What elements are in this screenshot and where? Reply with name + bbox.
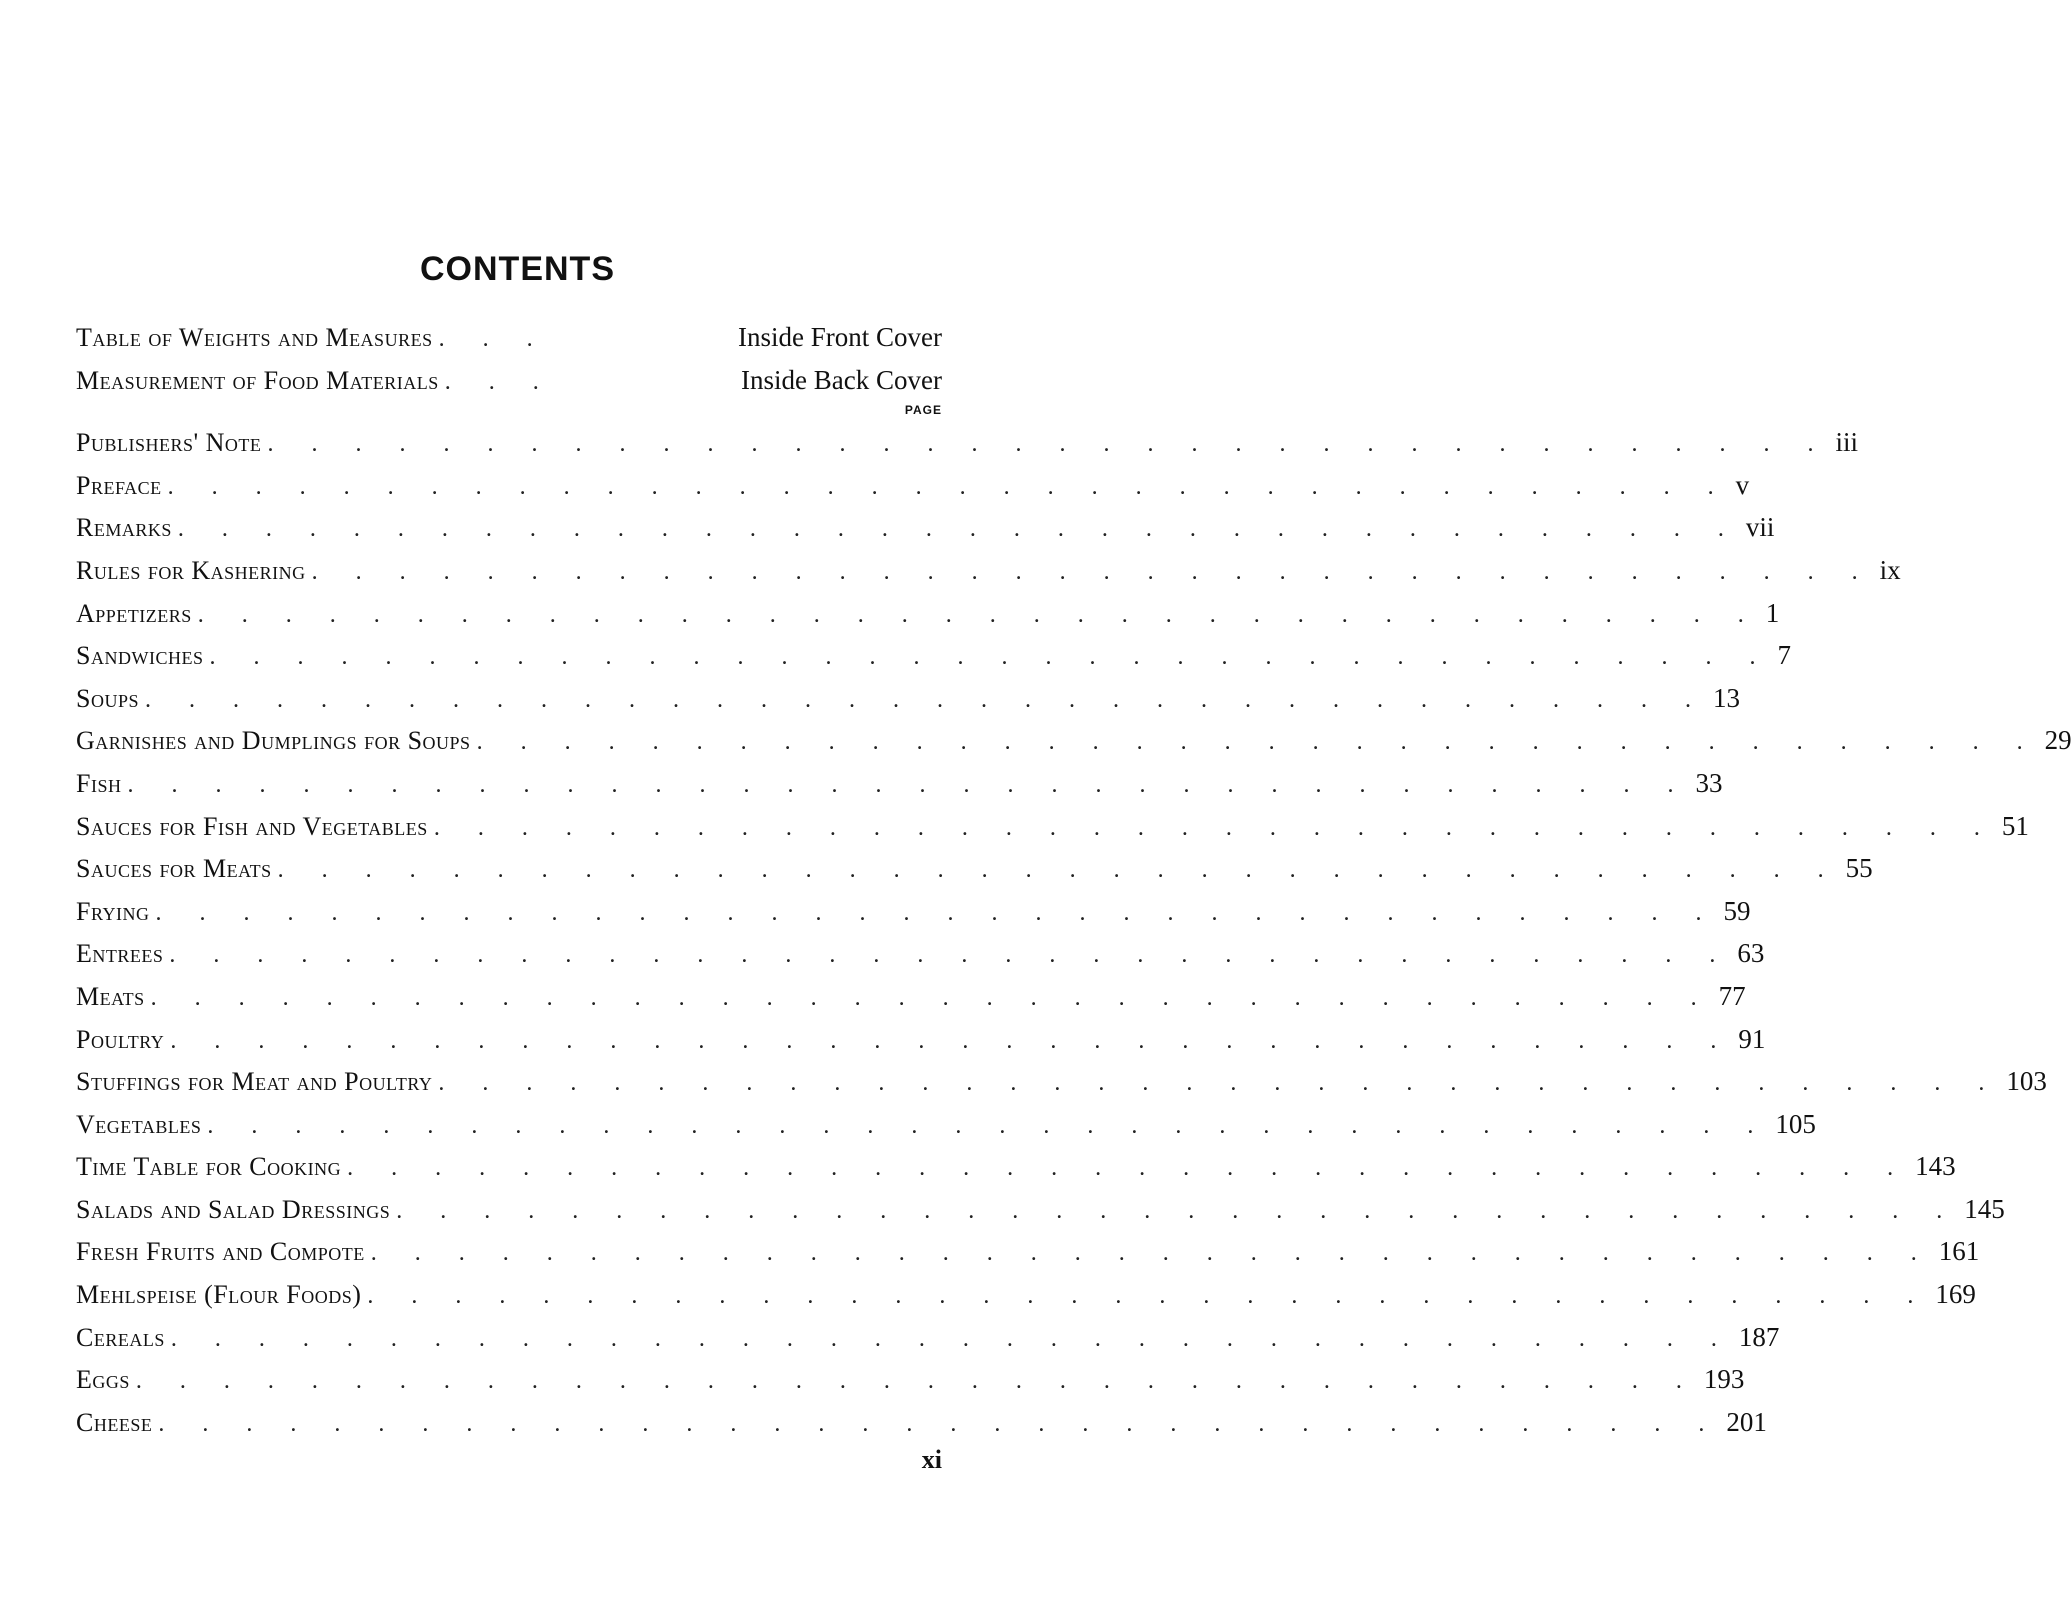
dot-leader: . . . . . . . . . . . . . . . . . . . . . . . . . . . . . . . . . . . . <box>396 1197 1959 1224</box>
toc-entry-label: Fish <box>76 768 122 798</box>
toc-entry-label: Meats <box>76 981 145 1011</box>
toc-rows <box>76 427 2072 1449</box>
dot-leader: . . . . . . . . . . . . . . . . . . . . . . . . . . . . . . . . . . . . <box>311 558 1874 585</box>
dot-leader: . . . . . . . . . . . . . . . . . . . . . . . . . . . . . . . . . . . . <box>433 814 1996 841</box>
toc-entry <box>76 938 1765 981</box>
toc-entry-page: 59 <box>1723 895 1751 926</box>
toc-entry-label: Stuffings for Meat and Poultry <box>76 1067 433 1097</box>
dot-leader: . . . . . . . . . . . . . . . . . . . . . . . . . . . . . . . . . . . . <box>367 1283 1930 1310</box>
toc-entry <box>76 853 1873 896</box>
toc-entry <box>76 554 1901 598</box>
toc-entry-page: v <box>1735 469 1750 500</box>
toc-entry-page: 145 <box>1964 1193 2005 1224</box>
dot-leader: . . . . . . . . . . . . . . . . . . . . . . . . . . . . . . . . . . . . <box>438 1070 2001 1097</box>
dot-leader: . . . . . . . . . . . . . . . . . . . . . . . . . . . . . . . . . . . . <box>209 644 1772 671</box>
toc-entry-label: Appetizers <box>76 598 192 628</box>
toc-entry <box>76 980 1746 1024</box>
toc-entry <box>76 1151 1956 1194</box>
toc-entry <box>76 512 1775 555</box>
dot-leader: . . . . . . . . . . . . . . . . . . . . . . . . . . . . . . . . . . . . <box>170 1325 1733 1352</box>
dot-leader: . . . . . . . . . . . . . . . . . . . . . . . . . . . . . . . . . . . . <box>207 1112 1770 1139</box>
dot-leader: . . . . . . . . . . . . . . . . . . . . . . . . . . . . . . . . . . . . <box>347 1155 1910 1182</box>
toc-entry-label: Eggs <box>76 1365 130 1395</box>
toc-entry-page: 55 <box>1845 853 1873 884</box>
toc-entry-label: Sauces for Fish and Vegetables <box>76 811 428 841</box>
toc-entry-page: 187 <box>1738 1321 1780 1352</box>
contents-list <box>76 322 2072 1449</box>
toc-entry-label: Cereals <box>76 1322 165 1352</box>
dot-leader: . . . . . . . . . . . . . . . . . . . . . . . . . . . . . . . . . . . . <box>169 942 1732 969</box>
toc-entry-page: 91 <box>1738 1023 1766 1054</box>
toc-entry <box>76 725 2072 768</box>
toc-entry <box>76 1236 1980 1279</box>
toc-entry <box>76 810 2029 854</box>
dot-leader: . . . <box>438 326 549 352</box>
toc-entry-page: 143 <box>1915 1151 1956 1182</box>
toc-entry-page: 29 <box>2044 725 2072 756</box>
toc-entry-page: 63 <box>1737 938 1765 969</box>
toc-entry-label: Measurement of Food Materials <box>76 365 439 395</box>
dot-leader: . . . . . . . . . . . . . . . . . . . . . . . . . . . . . . . . . . . . <box>170 1027 1733 1054</box>
toc-entry-page: 169 <box>1935 1279 1976 1310</box>
toc-entry-label: Time Table for Cooking <box>76 1152 342 1182</box>
toc-entry <box>76 1279 1976 1322</box>
toc-entry-label: Cheese <box>76 1407 153 1437</box>
dot-leader: . . . . . . . . . . . . . . . . . . . . . . . . . . . . . . . . . . . . <box>197 601 1760 628</box>
toc-entry-page: ix <box>1879 554 1901 585</box>
toc-entry-page: 193 <box>1703 1364 1745 1395</box>
toc-entry <box>76 1023 1766 1067</box>
dot-leader: . . . . . . . . . . . . . . . . . . . . . . . . . . . . . . . . . . . . <box>167 473 1730 500</box>
toc-entry-label: Remarks <box>76 513 172 543</box>
dot-leader: . . . . . . . . . . . . . . . . . . . . . . . . . . . . . . . . . . . . <box>267 431 1830 458</box>
toc-entry <box>76 597 1780 641</box>
toc-entry <box>76 767 1723 811</box>
toc-entry-label: Sandwiches <box>76 641 204 671</box>
page-number: xi <box>921 1445 942 1474</box>
toc-entry-page: 105 <box>1775 1108 1816 1139</box>
dot-leader: . . . . . . . . . . . . . . . . . . . . . . . . . . . . . . . . . . . . <box>277 857 1840 884</box>
dot-leader: . . . . . . . . . . . . . . . . . . . . . . . . . . . . . . . . . . . . <box>150 984 1713 1011</box>
toc-entry-page: 7 <box>1777 640 1791 671</box>
dot-leader: . . . . . . . . . . . . . . . . . . . . . . . . . . . . . . . . . . . . <box>135 1368 1698 1395</box>
toc-entry-page: 51 <box>2001 810 2029 841</box>
toc-entry-label: Soups <box>76 683 139 713</box>
toc-entry <box>76 1193 2005 1237</box>
toc-entry-label: Preface <box>76 470 162 500</box>
toc-entry-label: Table of Weights and Measures <box>76 323 433 352</box>
toc-entry-page: Inside Front Cover <box>738 322 942 352</box>
toc-entry <box>76 1108 1816 1152</box>
toc-entry-page: 201 <box>1726 1406 1767 1437</box>
dot-leader: . . . . . . . . . . . . . . . . . . . . . . . . . . . . . . . . . . . . <box>158 1410 1721 1437</box>
toc-entry <box>76 1066 2047 1109</box>
toc-entry-page: 13 <box>1712 682 1740 713</box>
toc-entry-page: 77 <box>1718 980 1746 1011</box>
toc-entry-label: Sauces for Meats <box>76 854 272 884</box>
dot-leader: . . . . . . . . . . . . . . . . . . . . . . . . . . . . . . . . . . . . <box>127 771 1690 798</box>
toc-entry-label: Publishers' Note <box>76 428 262 458</box>
toc-entry <box>76 365 942 408</box>
dot-leader: . . . . . . . . . . . . . . . . . . . . . . . . . . . . . . . . . . . . <box>370 1240 1933 1267</box>
toc-entry-page: 161 <box>1938 1236 1980 1267</box>
toc-entry <box>76 682 1740 726</box>
toc-entry-label: Garnishes and Dumplings for Soups <box>76 726 471 756</box>
toc-entry-page: 33 <box>1695 767 1723 798</box>
toc-entry <box>76 640 1791 683</box>
toc-entry-label: Rules for Kashering <box>76 555 306 585</box>
toc-entry <box>76 1406 1767 1450</box>
toc-entry <box>76 895 1751 939</box>
toc-entry <box>76 1321 1780 1365</box>
toc-entry-page: iii <box>1835 427 1858 458</box>
toc-entry-page: 1 <box>1765 597 1780 628</box>
dot-leader: . . . . . . . . . . . . . . . . . . . . . . . . . . . . . . . . . . . . <box>177 516 1740 543</box>
toc-entry-label: Poultry <box>76 1024 165 1054</box>
toc-entry-page: vii <box>1745 512 1775 543</box>
page-column-header: PAGE <box>904 403 942 418</box>
toc-entry-page: 103 <box>2006 1066 2047 1097</box>
toc-entry <box>76 427 1858 470</box>
toc-entry-label: Frying <box>76 896 150 926</box>
toc-entry-label: Entrees <box>76 939 164 969</box>
toc-entry-label: Fresh Fruits and Compote <box>76 1237 365 1267</box>
toc-entry-label: Salads and Salad Dressings <box>76 1194 391 1224</box>
dot-leader: . . . . . . . . . . . . . . . . . . . . . . . . . . . . . . . . . . . . <box>476 729 2039 756</box>
toc-entry <box>76 469 1750 513</box>
dot-leader: . . . <box>444 368 555 395</box>
page-title: CONTENTS <box>420 250 615 288</box>
toc-entry <box>76 322 942 365</box>
toc-entry-page: Inside Back Cover <box>741 364 942 395</box>
toc-entry-label: Vegetables <box>76 1109 202 1139</box>
toc-entry-label: Mehlspeise (Flour Foods) <box>76 1280 362 1310</box>
dot-leader: . . . . . . . . . . . . . . . . . . . . . . . . . . . . . . . . . . . . <box>144 686 1707 713</box>
toc-entry <box>76 1364 1745 1407</box>
dot-leader: . . . . . . . . . . . . . . . . . . . . . . . . . . . . . . . . . . . . <box>155 899 1718 926</box>
